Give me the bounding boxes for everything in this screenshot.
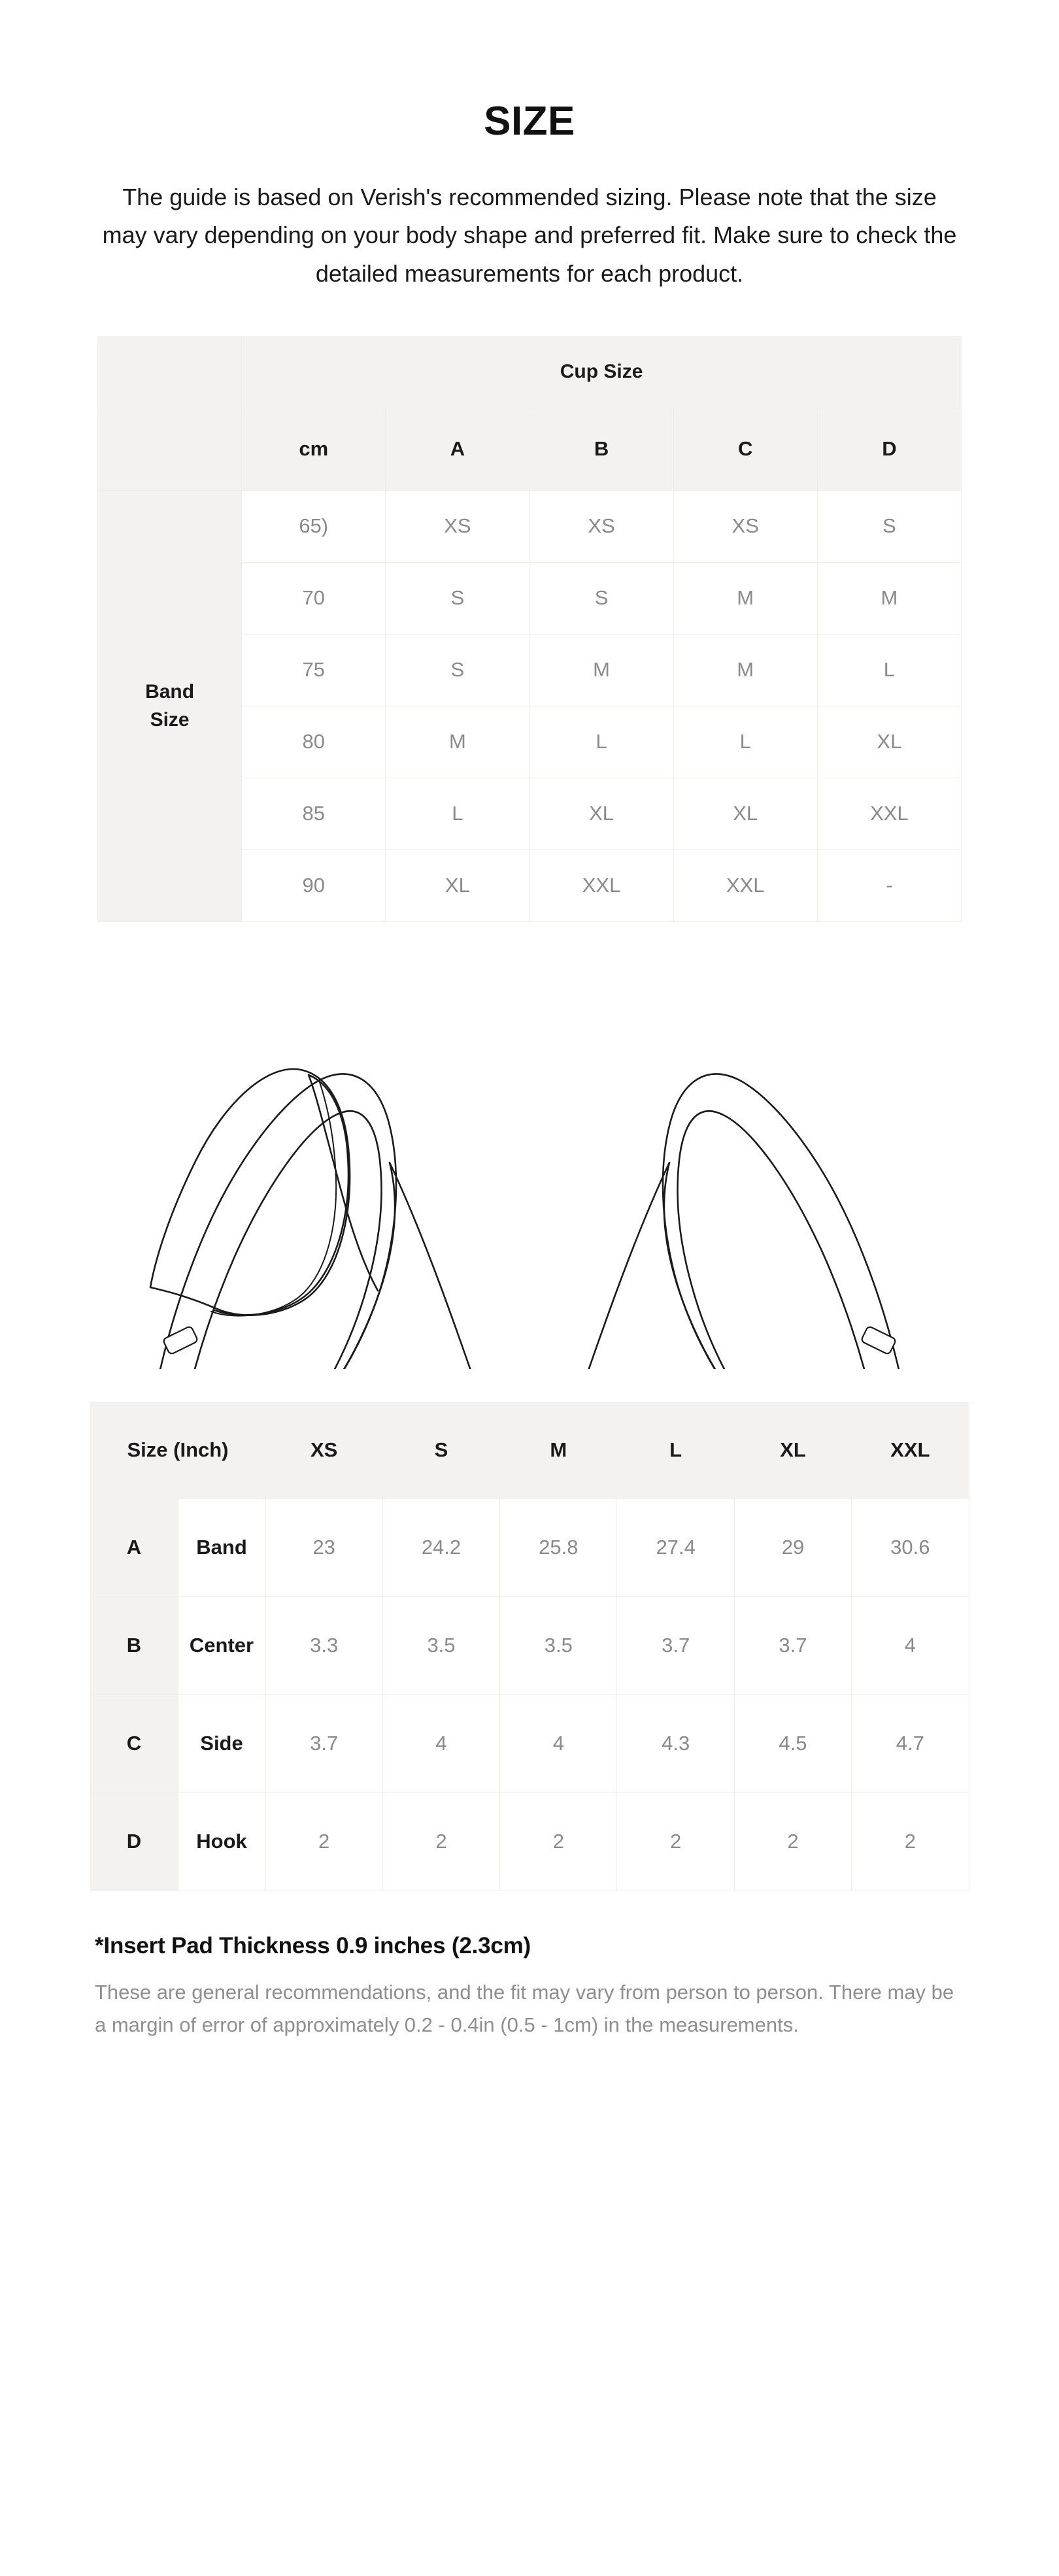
cup-size-value: XL bbox=[673, 778, 817, 850]
measure-value: 30.6 bbox=[852, 1498, 969, 1596]
band-value: 75 bbox=[242, 634, 386, 706]
table-corner-cell bbox=[98, 336, 242, 408]
measure-marker: C bbox=[90, 1694, 178, 1792]
cup-column-header-d: D bbox=[817, 408, 961, 490]
measurement-table bbox=[90, 1402, 969, 1891]
cup-size-value: M bbox=[673, 562, 817, 634]
insert-pad-note: *Insert Pad Thickness 0.9 inches (2.3cm) bbox=[95, 1932, 531, 1958]
size-inch-header: Size (Inch) bbox=[90, 1402, 265, 1498]
measurement-disclaimer: These are general recommendations, and the fit may vary from person to person. There may be a margin of error of approximately 0.2 - 0.4in (0.5 - 1cm) in the measurements. bbox=[95, 1980, 954, 2037]
table-row-group-header bbox=[98, 336, 962, 408]
measure-value: 2 bbox=[500, 1792, 617, 1891]
measure-name: Side bbox=[178, 1694, 265, 1792]
cup-size-value: XS bbox=[530, 490, 673, 562]
measure-value: 2 bbox=[852, 1792, 969, 1891]
cup-size-value: L bbox=[817, 634, 961, 706]
table-row bbox=[90, 1792, 969, 1891]
cup-size-value: XXL bbox=[530, 850, 673, 921]
measure-value: 2 bbox=[382, 1792, 499, 1891]
cup-size-value: XS bbox=[386, 490, 530, 562]
measure-value: 4 bbox=[382, 1694, 499, 1792]
measure-name: Hook bbox=[178, 1792, 265, 1891]
cup-size-value: L bbox=[386, 778, 530, 850]
measure-value: 24.2 bbox=[382, 1498, 499, 1596]
measure-marker: D bbox=[90, 1792, 178, 1891]
measure-value: 4.3 bbox=[617, 1694, 734, 1792]
measure-value: 3.7 bbox=[265, 1694, 382, 1792]
measure-value: 4.5 bbox=[734, 1694, 851, 1792]
cup-size-value: M bbox=[386, 706, 530, 778]
cup-size-value: M bbox=[817, 562, 961, 634]
cup-size-table-wrapper bbox=[97, 336, 962, 922]
measure-value: 2 bbox=[265, 1792, 382, 1891]
measure-value: 3.3 bbox=[265, 1596, 382, 1694]
cup-size-value: S bbox=[530, 562, 673, 634]
cup-size-value: M bbox=[673, 634, 817, 706]
measure-name: Center bbox=[178, 1596, 265, 1694]
measure-value: 4 bbox=[852, 1596, 969, 1694]
cup-size-value: L bbox=[530, 706, 673, 778]
table-corner-cell-2 bbox=[98, 408, 242, 490]
cup-size-value: XL bbox=[530, 778, 673, 850]
size-column-header-l: L bbox=[617, 1402, 734, 1498]
measure-value: 3.5 bbox=[382, 1596, 499, 1694]
page-title: SIZE bbox=[484, 99, 575, 144]
cup-size-group-header: Cup Size bbox=[242, 336, 962, 408]
band-value: 90 bbox=[242, 850, 386, 921]
cup-size-value: XS bbox=[673, 490, 817, 562]
measure-marker: B bbox=[90, 1596, 178, 1694]
band-size-label-line1: Band bbox=[145, 680, 195, 702]
band-size-row-label bbox=[98, 490, 242, 921]
cup-column-header-a: A bbox=[386, 408, 530, 490]
band-value: 80 bbox=[242, 706, 386, 778]
measure-value: 3.5 bbox=[500, 1596, 617, 1694]
measurement-table-wrapper bbox=[90, 1402, 969, 1891]
band-value: 70 bbox=[242, 562, 386, 634]
size-column-header-s: S bbox=[382, 1402, 499, 1498]
cup-size-value: L bbox=[673, 706, 817, 778]
unit-header: cm bbox=[242, 408, 386, 490]
measure-value: 3.7 bbox=[734, 1596, 851, 1694]
cup-size-value: XL bbox=[386, 850, 530, 921]
cup-size-value: XXL bbox=[817, 778, 961, 850]
table-row bbox=[98, 490, 962, 562]
bra-measurement-diagram bbox=[72, 951, 987, 1369]
measure-value: 25.8 bbox=[500, 1498, 617, 1596]
size-column-header-xs: XS bbox=[265, 1402, 382, 1498]
size-column-header-xxl: XXL bbox=[852, 1402, 969, 1498]
table-row bbox=[90, 1498, 969, 1596]
cup-size-value: S bbox=[817, 490, 961, 562]
cup-size-value: XL bbox=[817, 706, 961, 778]
measure-name: Band bbox=[178, 1498, 265, 1596]
measure-value: 2 bbox=[617, 1792, 734, 1891]
measure-value: 4 bbox=[500, 1694, 617, 1792]
measure-value: 27.4 bbox=[617, 1498, 734, 1596]
measure-value: 2 bbox=[734, 1792, 851, 1891]
size-column-header-m: M bbox=[500, 1402, 617, 1498]
table-row bbox=[90, 1694, 969, 1792]
measure-value: 3.7 bbox=[617, 1596, 734, 1694]
band-value: 65) bbox=[242, 490, 386, 562]
cup-size-value: S bbox=[386, 634, 530, 706]
band-value: 85 bbox=[242, 778, 386, 850]
cup-size-value: - bbox=[817, 850, 961, 921]
measure-value: 4.7 bbox=[852, 1694, 969, 1792]
measure-value: 29 bbox=[734, 1498, 851, 1596]
size-column-header-xl: XL bbox=[734, 1402, 851, 1498]
table-row-column-headers bbox=[98, 408, 962, 490]
cup-size-value: M bbox=[530, 634, 673, 706]
band-size-label-line2: Size bbox=[150, 709, 190, 731]
cup-size-value: XXL bbox=[673, 850, 817, 921]
cup-size-table bbox=[97, 336, 962, 922]
table-row-headers bbox=[90, 1402, 969, 1498]
table-row bbox=[90, 1596, 969, 1694]
cup-size-value: S bbox=[386, 562, 530, 634]
intro-paragraph: The guide is based on Verish's recommended sizing. Please note that the size may vary depending on your body shape and preferred fit. Make sure to check the detailed measurements for each product. bbox=[102, 184, 957, 287]
measure-value: 23 bbox=[265, 1498, 382, 1596]
measure-marker: A bbox=[90, 1498, 178, 1596]
cup-column-header-c: C bbox=[673, 408, 817, 490]
cup-column-header-b: B bbox=[530, 408, 673, 490]
